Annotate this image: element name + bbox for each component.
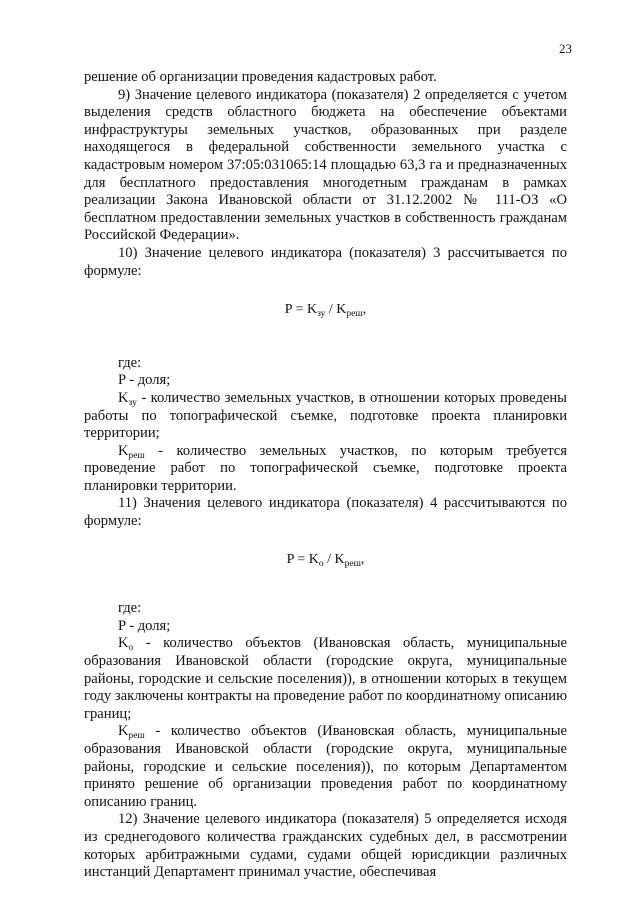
definition-kresh [84, 723, 567, 811]
formula-end: , [360, 551, 365, 567]
symbol-subscript: реш [128, 731, 145, 742]
formula-end: , [362, 302, 367, 318]
formula-indicator-3 [84, 301, 567, 319]
symbol: K [118, 635, 129, 652]
paragraph-continuation: решение об организации проведения кадастровых работ. [84, 69, 437, 85]
definition-ko [84, 635, 567, 723]
where-label: где: [118, 354, 142, 371]
definition-p: P - доля; [118, 372, 171, 389]
symbol-subscript: зу [128, 397, 137, 408]
formula-indicator-4 [84, 551, 567, 569]
formula-subscript: реш [346, 309, 363, 320]
definition-text: - количество объектов (Ивановская область, муниципальные образования Ивановской области (городские округа, муниципальные районы, городские и сельские поселения)), в отношении которых в текущем году заключены контракты на проведение работ по координатному описанию границ; [84, 635, 567, 722]
definition-kzu [84, 390, 567, 443]
formula-subscript: о [318, 558, 324, 569]
paragraph-item-12: 12) Значение целевого индикатора (показателя) 5 определяется исходя из среднегодового количества гражданских судебных дел, в рассмотрении которых арбитражными судами, судами общей юрисдикции различных инстанций Департамент принимал участие, обеспечивая [84, 811, 567, 881]
paragraph-item-10: 10) Значение целевого индикатора (показателя) 3 рассчитывается по формуле: [84, 244, 567, 279]
paragraph-item-11: 11) Значения целевого индикатора (показателя) 4 рассчитываются по формуле: [84, 495, 567, 530]
formula-lhs: P = K [284, 302, 318, 318]
symbol-subscript: реш [128, 450, 145, 461]
formula-divider: / K [323, 551, 345, 567]
symbol-subscript: о [128, 643, 134, 654]
symbol: K [118, 723, 129, 740]
formula-divider: / K [325, 302, 347, 318]
definition-text: - количество земельных участков, в отношении которых проведены работы по топографической съемке, подготовке проекта планировки территории; [84, 389, 567, 442]
page-number: 23 [559, 41, 572, 56]
symbol: K [118, 389, 129, 406]
symbol: K [118, 442, 129, 459]
formula-subscript: реш [344, 558, 361, 569]
definition-kresh [84, 443, 567, 496]
paragraph-item-9: 9) Значение целевого индикатора (показателя) 2 определяется с учетом выделения средств областного бюджета на обеспечение объектами инфраструктуры земельных участков, образованных при разделе находящегося в федеральной собственности земельного участка с кадастровым номером 37:05:031065:14 площадью 63,3 га и предназначенных для бесплатного предоставления многодетным гражданам в рамках реализации Закона Ивановской области от 31.12.2002 № 111-ОЗ «О бесплатном предоставлении земельных участков в собственность гражданам Российской Федерации». [84, 86, 567, 244]
definition-text: - количество земельных участков, по которым требуется проведение работ по топографической съемке, подготовке проекта планировки территории. [84, 442, 567, 494]
document-body [84, 69, 567, 882]
formula-subscript: зу [317, 309, 326, 320]
definition-text: - количество объектов (Ивановская область, муниципальные образования Ивановской области (городские округа, муниципальные районы, городские и сельские поселения)), по которым Департаментом принято решение об организации проведения работ по координатному описанию границ. [84, 723, 567, 810]
where-label: где: [118, 600, 142, 617]
definition-p: P - доля; [118, 617, 171, 634]
formula-lhs: P = K [286, 551, 319, 567]
